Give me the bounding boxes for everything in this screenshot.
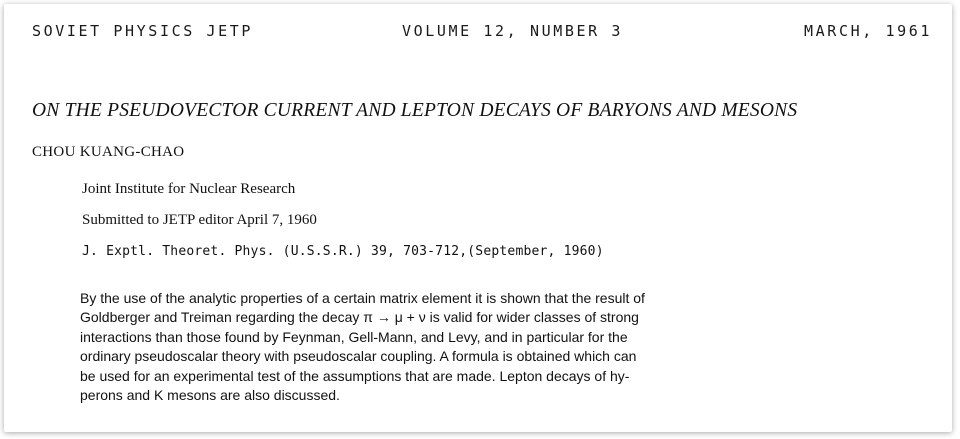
abstract — [80, 289, 900, 405]
abstract-line: perons and K mesons are also discussed. — [80, 387, 340, 404]
abstract-line: be used for an experimental test of the assumptions that are made. Lepton decays of hy- — [80, 367, 630, 384]
abstract-line: interactions than those found by Feynman, Gell-Mann, and Levy, and in particular for the — [80, 328, 628, 345]
journal-name: SOVIET PHYSICS JETP — [32, 22, 253, 40]
paper-page — [4, 4, 952, 432]
abstract-line: ordinary pseudoscalar theory with pseudoscalar coupling. A formula is obtained which can — [80, 348, 637, 365]
affiliation: Joint Institute for Nuclear Research — [82, 181, 296, 197]
abstract-line: Goldberger and Treiman regarding the decay π → μ + ν is valid for wider classes of strong — [80, 309, 639, 326]
issue-date: MARCH, 1961 — [804, 22, 932, 40]
abstract-line: By the use of the analytic properties of a certain matrix element it is shown that the result of — [80, 290, 645, 306]
volume-number: VOLUME 12, NUMBER 3 — [402, 22, 623, 40]
submission-note: Submitted to JETP editor April 7, 1960 — [82, 212, 317, 228]
author-name: CHOU KUANG-CHAO — [32, 144, 185, 160]
journal-header — [32, 22, 932, 44]
article-title: ON THE PSEUDOVECTOR CURRENT AND LEPTON DECAYS OF BARYONS AND MESONS — [32, 100, 798, 121]
citation: J. Exptl. Theoret. Phys. (U.S.S.R.) 39, 703-712,(September, 1960) — [82, 244, 604, 259]
